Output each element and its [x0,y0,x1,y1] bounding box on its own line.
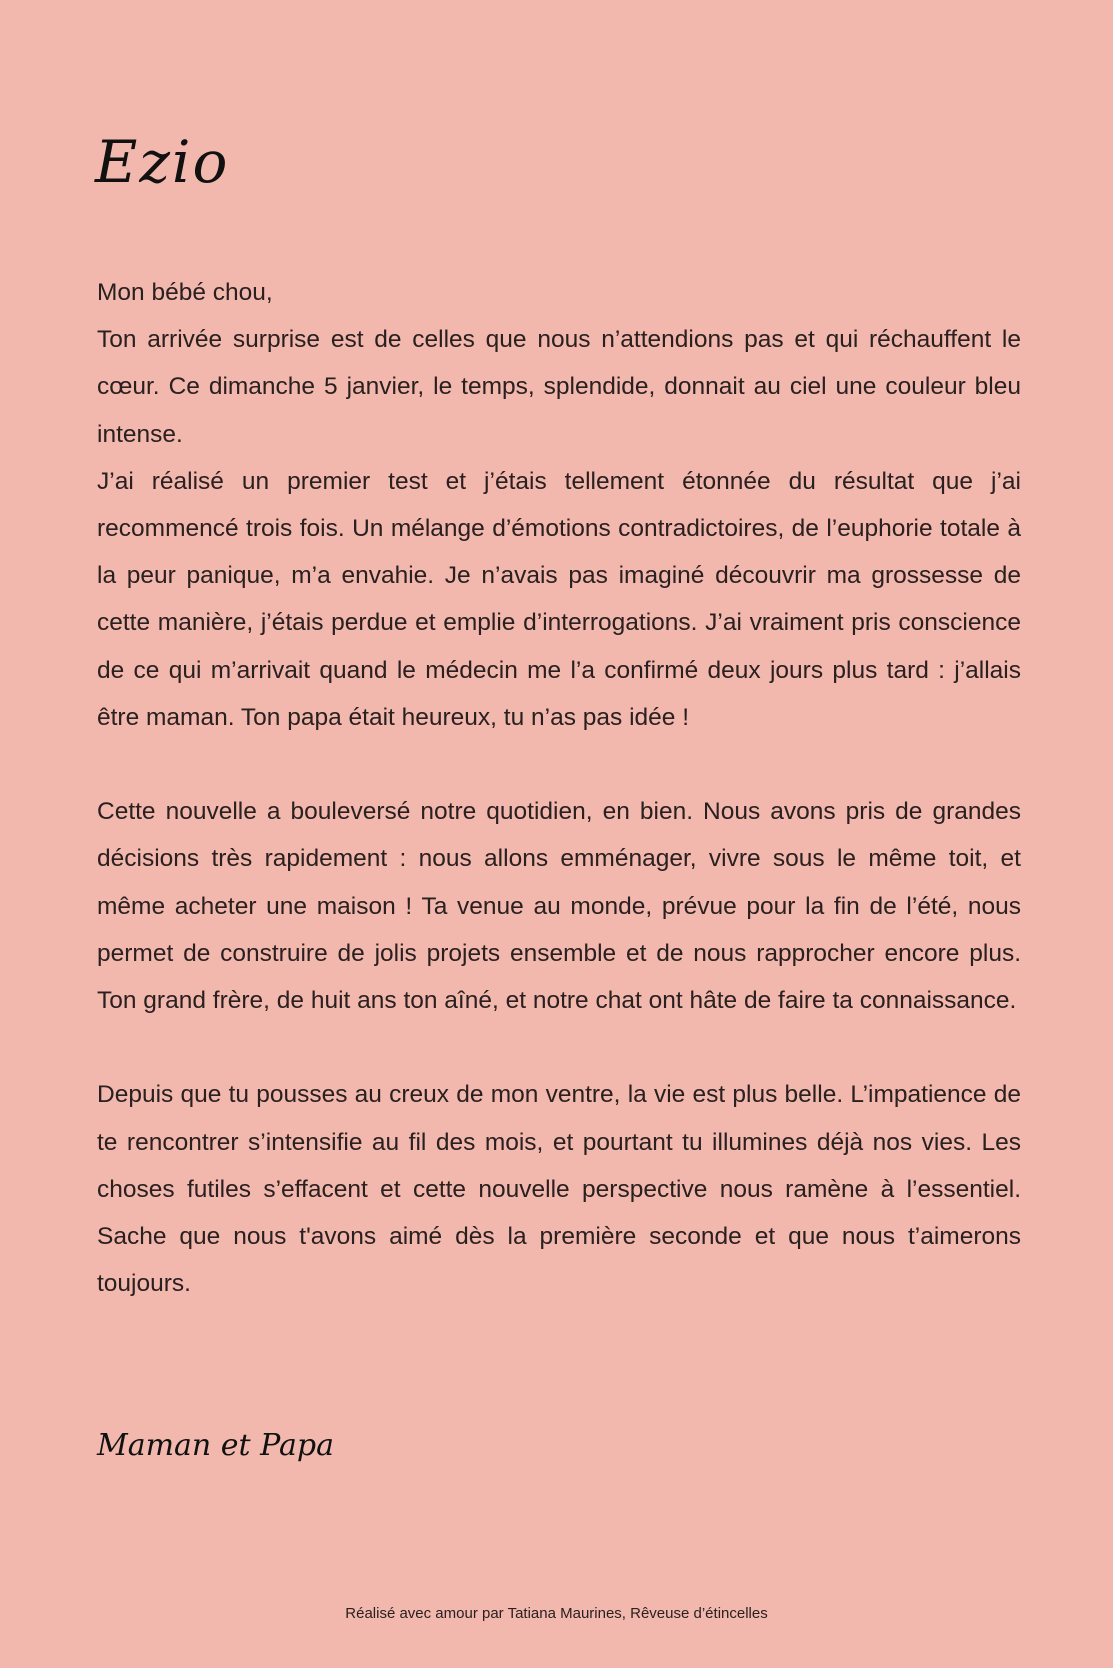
letter-paragraph-2: J’ai réalisé un premier test et j’étais tellement étonnée du résultat que j’ai recommencé trois fois. Un mélange d’émotions contradictoires, de l’euphorie totale à la peur panique, m’a envahie. Je n’avais pas imaginé découvrir ma grossesse de cette manière, j’étais perdue et emplie d’interrogations. J’ai vraiment pris conscience de ce qui m’arrivait quand le médecin me l’a confirmé deux jours plus tard : j’allais être maman. Ton papa était heureux, tu n’as pas idée ! [97,467,1021,731]
letter-signature: Maman et Papa [97,1428,334,1463]
letter-body [97,269,1021,1307]
letter-greeting: Mon bébé chou, [97,279,273,306]
footer-credit: Réalisé avec amour par Tatiana Maurines, Rêveuse d’étincelles [345,1605,768,1622]
letter-paragraph-1: Ton arrivée surprise est de celles que nous n’attendions pas et qui réchauffent le cœur. Ce dimanche 5 janvier, le temps, splendide, donnait au ciel une couleur bleu intense. [97,326,1021,448]
letter-paragraph-4: Depuis que tu pousses au creux de mon ventre, la vie est plus belle. L’impatience de te rencontrer s’intensifie au fil des mois, et pourtant tu illumines déjà nos vies. Les choses futiles s’effacent et cette nouvelle perspective nous ramène à l’essentiel. Sache que nous t'avons aimé dès la première seconde et que nous t’aimerons toujours. [97,1081,1021,1298]
letter-title: Ezio [95,128,230,196]
letter-paragraph-3: Cette nouvelle a bouleversé notre quotidien, en bien. Nous avons pris de grandes décisions très rapidement : nous allons emménager, vivre sous le même toit, et même acheter une maison ! Ta venue au monde, prévue pour la fin de l’été, nous permet de construire de jolis projets ensemble et de nous rapprocher encore plus. Ton grand frère, de huit ans ton aîné, et notre chat ont hâte de faire ta connaissance. [97,798,1021,1015]
